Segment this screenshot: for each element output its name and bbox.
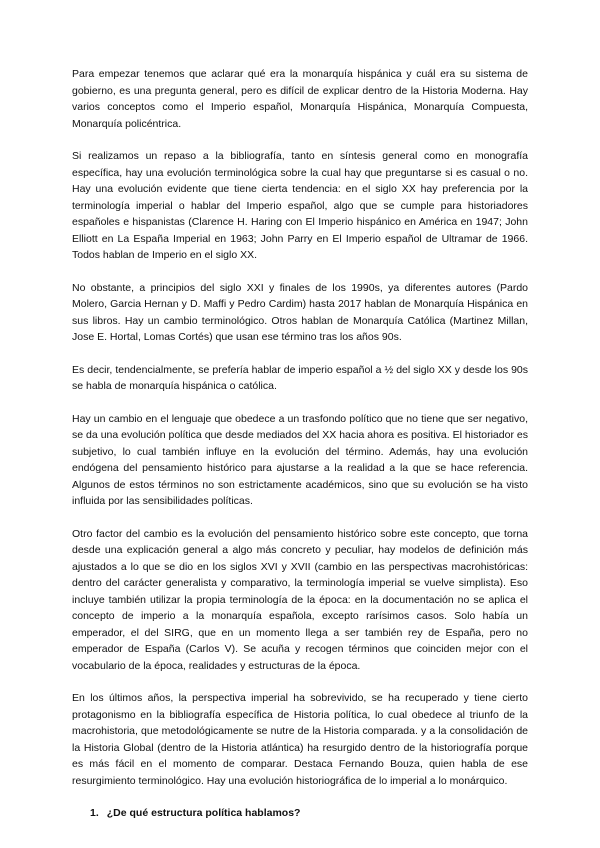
paragraph-3: No obstante, a principios del siglo XXI y finales de los 1990s, ya diferentes autores (Pardo Molero, Garcia Hernan y D. Maffi y Pedro Cardim) hasta 2017 hablan de Monarquía Hispánica en sus libros. Hay un cambio terminológico. Otros hablan de Monarquía Católica (Martinez Millan, Jose E. Hortal, Lomas Cortés) que usan ese término tras los años 90s.: [72, 281, 528, 343]
section-heading-text: ¿De qué estructura política hablamos?: [106, 807, 301, 819]
section-heading-number: 1.: [90, 807, 99, 819]
paragraph-7: En los últimos años, la perspectiva imperial ha sobrevivido, se ha recuperado y tiene cierto protagonismo en la bibliografía específica de Historia política, lo cual obedece al triunfo de la macrohistoria, que metodológicamente se nutre de la Historia comparada. y a la consolidación de la Historia Global (dentro de la Historia atlántica) ha resurgido dentro de la historiografía porque es más fácil en el momento de comparar. Destaca Fernando Bouza, quien habla de ese resurgimiento terminológico. Hay una evolución historiográfica de lo imperial a lo monárquico.: [72, 692, 528, 787]
paragraph-4: Es decir, tendencialmente, se prefería hablar de imperio español a ½ del siglo XX y desde los 90s se habla de monarquía hispánica o católica.: [72, 363, 528, 392]
paragraph-6: Otro factor del cambio es la evolución del pensamiento histórico sobre este concepto, que torna desde una explicación general a algo más concreto y peculiar, hay modelos de definición más ajustados a lo que se dio en los siglos XVI y XVII (cambio en las perspectivas macrohistóricas: dentro del carácter generalista y comparativo, la terminología imperial se vuelve simplista). Eso incluye también utilizar la propia terminología de la época: en la documentación no se aplica el concepto de imperio a la monarquía española, excepto rarísimos casos. Solo había un emperador, el del SIRG, que en un momento llega a ser también rey de España, pero no emperador de España (Carlos V). Se acuña y recogen términos que coinciden mejor con el vocabulario de la época, realidades y estructuras de la época.: [72, 527, 528, 672]
section-heading: [72, 805, 528, 822]
document-body: [72, 66, 528, 822]
paragraph-2: Si realizamos un repaso a la bibliografía, tanto en síntesis general como en monografía específica, hay una evolución terminológica sobre la cual hay que preguntarse si es casual o no. Hay una evolución evidente que tiene cierta tendencia: en el siglo XX hay preferencia por la terminología imperial o hablar del Imperio español, algo que se cumple para historiadores españoles e hispanistas (Clarence H. Haring con El Imperio hispánico en América en 1947; John Elliott en La España Imperial en 1963; John Parry en El Imperio español de Ultramar de 1966. Todos hablan de Imperio en el siglo XX.: [72, 150, 528, 261]
paragraph-5: Hay un cambio en el lenguaje que obedece a un trasfondo político que no tiene que ser negativo, se da una evolución política que desde mediados del XX hacia ahora es positiva. El historiador es subjetivo, lo cual también influye en la evolución del término. Además, hay una evolución endógena del pensamiento histórico para ajustarse a la realidad a la que se hace referencia. Algunos de estos términos no son estrictamente académicos, sino que su evolución se ha visto influida por las sensibilidades políticas.: [72, 412, 528, 507]
paragraph-1: Para empezar tenemos que aclarar qué era la monarquía hispánica y cuál era su sistema de gobierno, es una pregunta general, pero es difícil de explicar dentro de la Historia Moderna. Hay varios conceptos como el Imperio español, Monarquía Hispánica, Monarquía Compuesta, Monarquía policéntrica.: [72, 68, 528, 130]
